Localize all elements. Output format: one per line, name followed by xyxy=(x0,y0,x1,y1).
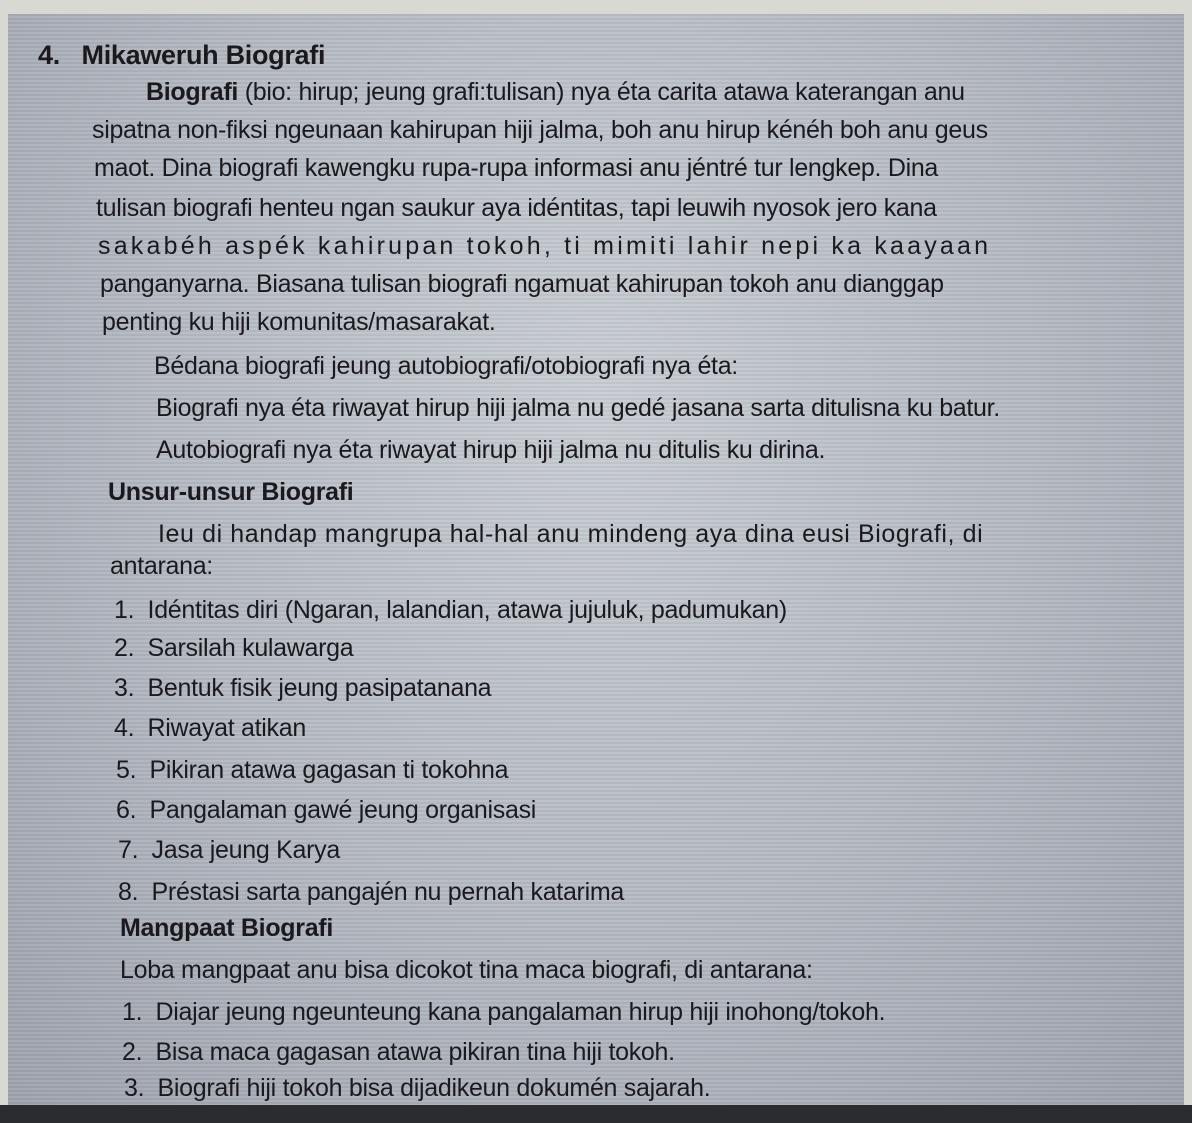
unsur-item: 2. Sarsilah kulawarga xyxy=(114,634,354,662)
intro-line-1 xyxy=(146,78,965,107)
mangpaat-item: 2. Bisa maca gagasan atawa pikiran tina hiji tokoh. xyxy=(122,1038,675,1066)
unsur-item: 3. Bentuk fisik jeung pasipatanana xyxy=(114,674,492,702)
intro-line-5: sakabéh aspék kahirupan tokoh, ti mimiti lahir nepi ka kaayaan xyxy=(98,232,992,260)
mangpaat-heading: Mangpaat Biografi xyxy=(120,914,333,942)
intro-line-7: penting ku hiji komunitas/masarakat. xyxy=(102,308,496,336)
mangpaat-item: 1. Diajar jeung ngeunteung kana pangalaman hirup hiji inohong/tokoh. xyxy=(122,998,886,1026)
section-number: 4. xyxy=(38,40,60,70)
unsur-item: 8. Préstasi sarta pangajén nu pernah katarima xyxy=(118,878,624,906)
intro-lead: Biografi xyxy=(146,78,239,106)
unsur-heading: Unsur-unsur Biografi xyxy=(108,478,354,506)
unsur-intro-2: antarana: xyxy=(110,552,213,580)
unsur-item: 7. Jasa jeung Karya xyxy=(118,836,340,864)
unsur-item: 1. Idéntitas diri (Ngaran, lalandian, atawa jujuluk, padumukan) xyxy=(114,596,787,624)
intro-line-3: maot. Dina biografi kawengku rupa-rupa informasi anu jéntré tur lengkep. Dina xyxy=(94,154,939,182)
section-title: Mikaweruh Biografi xyxy=(81,40,326,70)
unsur-item: 5. Pikiran atawa gagasan ti tokohna xyxy=(116,756,509,784)
mangpaat-item: 3. Biografi hiji tokoh bisa dijadikeun dokumén sajarah. xyxy=(124,1074,711,1102)
mangpaat-intro: Loba mangpaat anu bisa dicokot tina maca biografi, di antarana: xyxy=(120,956,813,984)
intro-line-6: panganyarna. Biasana tulisan biografi ngamuat kahirupan tokoh anu dianggap xyxy=(100,270,944,298)
document-page xyxy=(8,14,1184,1106)
unsur-item: 4. Riwayat atikan xyxy=(114,714,306,742)
intro-text: (bio: hirup; jeung grafi:tulisan) nya éta carita atawa katerangan anu xyxy=(238,78,965,106)
unsur-item: 6. Pangalaman gawé jeung organisasi xyxy=(116,796,537,824)
intro-line-4: tulisan biografi henteu ngan saukur aya idéntitas, tapi leuwih nyosok jero kana xyxy=(96,194,937,222)
section-heading xyxy=(38,40,325,71)
difference-heading: Bédana biografi jeung autobiografi/otobiografi nya éta: xyxy=(154,352,738,380)
difference-biografi: Biografi nya éta riwayat hirup hiji jalma nu gedé jasana sarta ditulisna ku batur. xyxy=(156,394,1000,422)
screen-bezel xyxy=(0,1105,1192,1123)
intro-line-2: sipatna non-fiksi ngeunaan kahirupan hiji jalma, boh anu hirup kénéh boh anu geus xyxy=(92,116,988,144)
difference-autobiografi: Autobiografi nya éta riwayat hirup hiji jalma nu ditulis ku dirina. xyxy=(156,436,826,464)
unsur-intro-1: Ieu di handap mangrupa hal-hal anu mindeng aya dina eusi Biografi, di xyxy=(158,520,984,548)
